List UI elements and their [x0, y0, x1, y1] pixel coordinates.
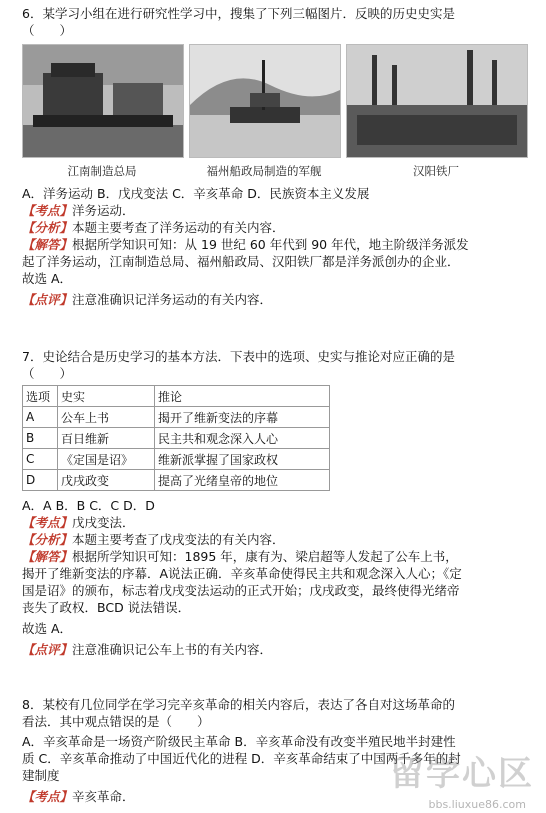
q6-fenxi: [22, 220, 285, 236]
caption-fuzhou: 福州船政局制造的军舰: [206, 164, 322, 178]
q7-stem-line2: （ ）: [22, 366, 73, 381]
kaodian-text: 戊戌变法．: [72, 515, 135, 530]
q8-options-line2: 质 C．辛亥革命推动了中国近代化的进程 D．辛亥革命结束了中国两千多年的封: [22, 751, 461, 766]
table-cell: 提高了光绪皇帝的地位: [155, 470, 330, 491]
q7-stem-line1: 7．史论结合是历史学习的基本方法．下表中的选项、史实与推论对应正确的是: [22, 349, 455, 364]
header-cell: 选项: [23, 386, 58, 407]
q7-kaodian: [22, 515, 135, 531]
table-row: [23, 449, 330, 470]
table-row: [23, 428, 330, 449]
table-row: [23, 470, 330, 491]
watermark-url: bbs.liuxue86.com: [428, 798, 526, 811]
fenxi-text: 本题主要考查了戊戌变法的有关内容．: [72, 532, 285, 547]
q7-dianping: [22, 642, 272, 658]
jieda-text-1: 根据所学知识可知：1895 年，康有为、梁启超等人发起了公车上书，: [72, 549, 458, 564]
jieda-text-1: 根据所学知识可知：从 19 世纪 60 年代到 90 年代，地主阶级洋务派发: [72, 237, 469, 252]
table-cell: D: [23, 470, 58, 491]
tag-kaodian: 【考点】: [22, 789, 73, 804]
dianping-text: 注意准确识记洋务运动的有关内容．: [72, 292, 273, 307]
photo-fuzhou-warship: [189, 44, 341, 158]
q7-jieda: [22, 549, 458, 565]
table-header-row: [23, 386, 330, 407]
q8-stem-line2: 看法．其中观点错误的是（ ）: [22, 714, 210, 729]
header-cell: 推论: [155, 386, 330, 407]
q8-kaodian: [22, 789, 135, 805]
tag-jieda: 【解答】: [22, 549, 73, 564]
q7-jieda-line4: 丧失了政权．BCD 说法错误．: [22, 600, 191, 615]
table-row: [23, 407, 330, 428]
table-cell: 公车上书: [58, 407, 155, 428]
photo-jiangnan-arsenal: [22, 44, 184, 158]
q6-jieda-line2: 起了洋务运动，江南制造总局、福州船政局、汉阳铁厂都是洋务派创办的企业．: [22, 254, 460, 269]
caption-hanyang: 汉阳铁厂: [413, 164, 459, 178]
q6-jieda: [22, 237, 469, 253]
table-cell: A: [23, 407, 58, 428]
table-cell: 维新派掌握了国家政权: [155, 449, 330, 470]
table-cell: 民主共和观念深入人心: [155, 428, 330, 449]
fenxi-text: 本题主要考查了洋务运动的有关内容．: [72, 220, 285, 235]
q6-options: A．洋务运动 B．戊戌变法 C．辛亥革命 D．民族资本主义发展: [22, 186, 370, 201]
table-cell: 揭开了维新变法的序幕: [155, 407, 330, 428]
q7-jieda-line3: 国是诏》的颁布，标志着戊戌变法运动的正式开始；戊戌政变，最终使得光绪帝: [22, 583, 460, 598]
watermark-logo: 留学心区: [390, 754, 534, 794]
q8-stem-line1: 8．某校有几位同学在学习完辛亥革命的相关内容后，表达了各自对这场革命的: [22, 697, 455, 712]
q7-table: [22, 385, 330, 491]
header-cell: 史实: [58, 386, 155, 407]
photo-hanyang-ironworks: [346, 44, 528, 158]
tag-kaodian: 【考点】: [22, 203, 73, 218]
q6-dianping: [22, 292, 272, 308]
q7-options: A．A B．B C．C D．D: [22, 498, 155, 513]
dianping-text: 注意准确识记公车上书的有关内容．: [72, 642, 273, 657]
q6-answer: 故选 A．: [22, 271, 73, 286]
caption-jiangnan: 江南制造总局: [67, 164, 137, 178]
q8-options-line1: A．辛亥革命是一场资产阶级民主革命 B．辛亥革命没有改变半殖民地半封建性: [22, 734, 456, 749]
tag-fenxi: 【分析】: [22, 220, 73, 235]
tag-fenxi: 【分析】: [22, 532, 73, 547]
tag-jieda: 【解答】: [22, 237, 73, 252]
tag-dianping: 【点评】: [22, 642, 73, 657]
kaodian-text: 辛亥革命．: [72, 789, 135, 804]
q7-answer: 故选 A．: [22, 621, 73, 636]
q6-stem-line1: 6．某学习小组在进行研究性学习中，搜集了下列三幅图片．反映的历史史实是: [22, 6, 455, 21]
table-cell: C: [23, 449, 58, 470]
kaodian-text: 洋务运动．: [72, 203, 135, 218]
tag-kaodian: 【考点】: [22, 515, 73, 530]
tag-dianping: 【点评】: [22, 292, 73, 307]
q6-stem-line2: （ ）: [22, 23, 73, 38]
q6-kaodian: [22, 203, 135, 219]
table-cell: 百日维新: [58, 428, 155, 449]
q7-fenxi: [22, 532, 285, 548]
q7-jieda-line2: 揭开了维新变法的序幕．A说法正确．辛亥革命使得民主共和观念深入人心；《定: [22, 566, 462, 581]
q8-options-line3: 建制度: [22, 768, 60, 783]
table-cell: B: [23, 428, 58, 449]
table-cell: 戊戌政变: [58, 470, 155, 491]
table-cell: 《定国是诏》: [58, 449, 155, 470]
